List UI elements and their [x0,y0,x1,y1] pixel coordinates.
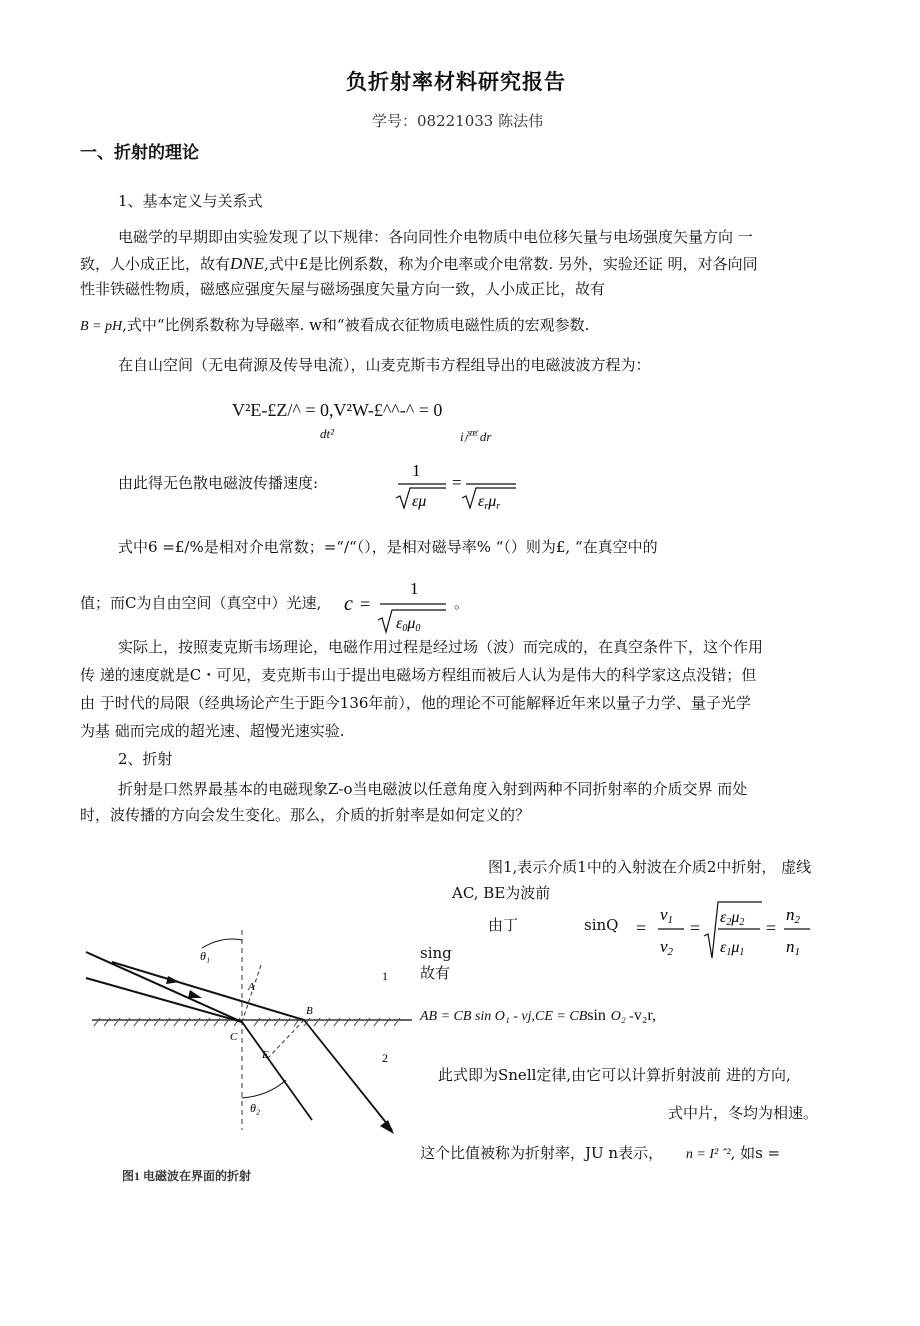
formula-text: v2 [660,937,674,958]
label-a: A [248,981,255,993]
angle-arc-theta2 [242,1080,286,1098]
light-speed-formula [340,576,450,640]
refracted-ray [304,1020,392,1130]
paragraph-line: 在自山空间（无电荷源及传导电流），山麦克斯韦方程组导出的电磁波波方程为： [118,356,651,374]
equals-sign: = [360,594,371,614]
snell-equation [420,1008,656,1024]
formula-text: c [344,593,353,615]
text-run: 这个比值被称为折射率，JU n表示， [420,1144,664,1162]
paragraph-line: 由 于时代的局限（经典场论产生于距今136年前），他的理论不可能解释近年来以量子力学、量子光学 [80,694,751,712]
refraction-figure [82,890,422,1200]
arrow-head [380,1120,394,1134]
wave-equation: V²E-£Z/^ = 0,V²W-£^^-^ = 0 [232,400,443,420]
formula-text: n1 [786,937,800,958]
text-run: 故有 [420,964,451,982]
fraction-numerator: 1 [412,461,421,480]
figure-caption: 图1 电磁波在界面的折射 [122,1169,252,1183]
paragraph-line [420,1146,780,1162]
section-heading: 一、折射的理论 [80,143,199,163]
formula-text: ε0μ0 [396,615,421,634]
equals-sign: = [636,918,647,938]
formula-text: sin [587,1007,606,1024]
label-medium-1: 1 [382,969,388,983]
formula-text: εrμr [478,493,501,512]
formula-text: ε1μ1 [720,939,745,958]
subsection-heading: 2、折射 [118,750,173,768]
formula-text: ε2μ2 [720,909,745,928]
paragraph-line: 为基 础而完成的超光速、超慢光速实验. [80,722,345,740]
label-b: B [306,1005,313,1017]
paragraph-line: 传 递的速度就是C・可见，麦克斯韦山于提出电磁场方程组而被后人认为是伟大的科学家这点没错；但 [80,666,757,684]
paragraph-line: 式中6 =£/%是相对介电常数；=“/“（），是相对磁导率% “（）则为£, “在真空中的 [118,538,658,556]
text-run: sing [420,944,452,962]
fraction-numerator: 1 [410,579,419,598]
label-theta1: θ₁ [200,949,211,963]
paragraph-line: 时，波传播的方向会发生变化。那么，介质的折射率是如何定义的？ [80,806,531,824]
paragraph-line: 折射是口然界最基本的电磁现象Z-o当电磁波以任意角度入射到两种不同折射率的介质交界 而处 [118,780,748,798]
paragraph-line: 图1,表示介质1中的入射波在介质2中折射， 虚线 [488,858,812,876]
wave-equation-sub: i严 dr [460,429,492,444]
text-run: ,式中“比例系数称为导磁率. w和“被看成衣征物质电磁性质的宏观参数. [122,316,590,334]
paragraph-line: 式中片，冬均为相速。 [668,1104,819,1122]
formula-text: O₂ - [610,1009,634,1024]
equals-sign: = [690,918,701,938]
text-run: 。 [454,594,470,612]
wave-equation-sub: dt² [320,426,335,441]
interface-hatching [94,1018,400,1026]
label-theta2: θ₂ [250,1101,261,1115]
text-run: sinQ [584,916,619,934]
label-medium-2: 2 [382,1051,388,1065]
incident-ray [86,978,242,1022]
paragraph-line: 此式即为Snell定律,由它可以计算折射波前 进的方向, [438,1066,791,1084]
text-run: 由丁 [488,916,519,934]
wavefront-be [268,1020,304,1058]
formula-dne: DNE [230,254,265,273]
formula-text: n2 [786,905,800,926]
paragraph-line: AC, BE为波前 [452,884,551,902]
paragraph-line: 值；而C为自由空间（真空中）光速, [80,594,322,612]
text-run: 致，人小成正比，故有 [80,255,231,273]
paragraph-line: 实际上，按照麦克斯韦场理论，电磁作用过程是经过场（波）而完成的，在真空条件下，这个作用 [118,638,764,656]
label-c: C [230,1031,238,1043]
subsection-heading: 1、基本定义与关系式 [118,192,263,210]
paragraph-line [80,256,758,272]
incident-ray [86,952,242,1022]
text-run: ,式中£是比例系数，称为介电率或介电常数. 另外，实验还证 明，对各向同 [264,255,758,273]
formula-text: v₂r, [633,1007,657,1024]
ratio-formula [636,896,816,966]
paragraph-line: 由此得无色散电磁波传播速度: [118,474,319,492]
formula-text: n = I² ˆ² [685,1147,731,1162]
formula-bph: B = pH [80,319,123,334]
arrow-head [188,990,202,998]
page-title: 负折射率材料研究报告 [346,70,566,94]
formula-text: εμ [412,493,427,510]
paragraph-line: 性非铁磁性物质，磁感应强度矢屋与磁场强度矢量方向一致，人小成正比，故有 [80,280,606,298]
student-info: 学号：08221033 陈法伟 [372,112,544,130]
incident-ray [112,962,304,1020]
formula-text: v1 [660,905,674,926]
paragraph-line: 电磁学的早期即由实验发现了以下规律：各向同性介电物质中电位移矢量与电场强度矢量方向 一 [118,228,753,246]
formula-text: AB = CB sin O₁ - vj,CE = CB [420,1009,588,1024]
equals-sign: = [452,473,462,492]
speed-formula [392,458,522,518]
paragraph-line [80,318,589,334]
label-e: E [262,1049,269,1061]
equals-sign: = [766,918,777,938]
angle-arc-theta1 [202,939,242,948]
text-run: , 如s = [730,1144,781,1162]
